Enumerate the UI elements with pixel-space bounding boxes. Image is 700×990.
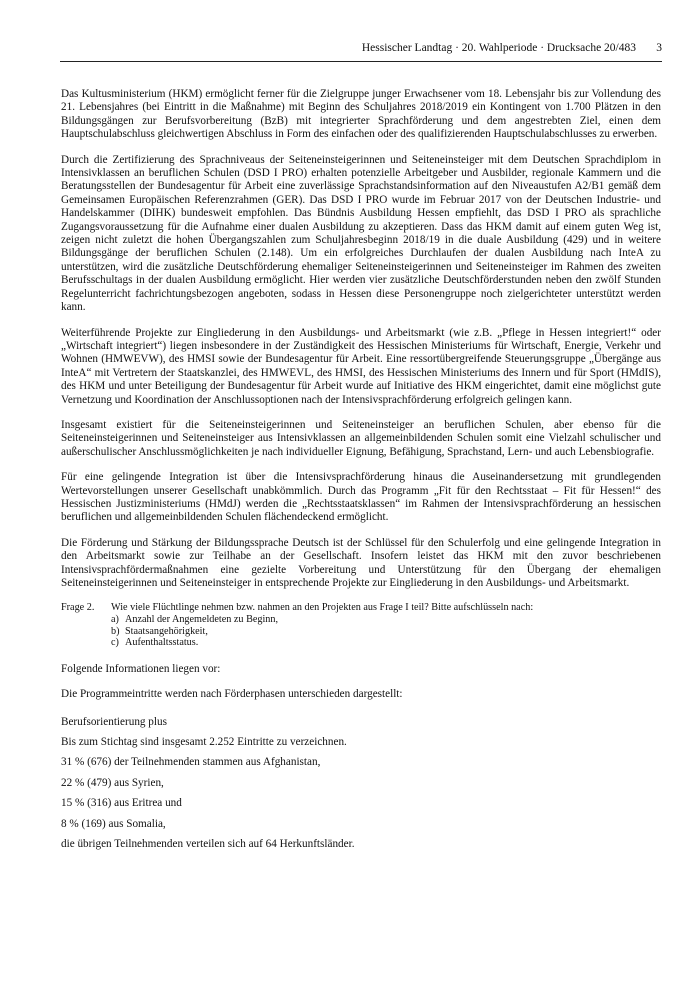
- answer-line: die übrigen Teilnehmenden verteilen sich auf 64 Herkunftsländer.: [61, 838, 355, 851]
- question-list: [111, 614, 661, 649]
- question-text: Wie viele Flüchtlinge nehmen bzw. nahmen an den Projekten aus Frage I teil? Bitte aufschlüsseln nach:: [111, 602, 534, 614]
- question-block: [61, 602, 661, 648]
- paragraph: Die Förderung und Stärkung der Bildungssprache Deutsch ist der Schlüssel für den Schulerfolg und eine gelingende Integration in den Arbeitsmarkt sowie zur Teilhabe an der Gesellschaft. Insofern leistet das HKM mit den zuvor beschriebenen Intensivsprachfördermaßnahmen eine gezielte Vorbereitung und Unterstützung für den Übergang der ehemaligen Seiteneinsteigerinnen und Seiteneinsteiger in entsprechende Projekte zur Eingliederung in den Ausbildungs- und Arbeitsmarkt.: [61, 536, 661, 589]
- list-item-text: Aufenthaltsstatus.: [125, 637, 199, 649]
- document-body: [61, 88, 661, 854]
- answer-intro: Folgende Informationen liegen vor:: [61, 662, 221, 675]
- list-item: [111, 626, 661, 638]
- paragraph: Insgesamt existiert für die Seiteneinsteigerinnen und Seiteneinsteiger an beruflichen Schulen, aber ebenso für die Seiteneinsteigerinnen und Seiteneinsteiger aus Intensivklassen an allgemeinbildenden Schulen somit eine Vielzahl schulischer und außerschulischer Anschlussmöglichkeiten je nach individueller Eignung, Befähigung, Sprachstand, Lern- und auch Lebensbiografie.: [61, 418, 661, 458]
- answer-note: Die Programmeintritte werden nach Förderphasen unterschieden dargestellt:: [61, 688, 403, 701]
- list-item-letter: c): [111, 637, 119, 649]
- paragraph: Weiterführende Projekte zur Eingliederung in den Ausbildungs- und Arbeitsmarkt (wie z.B. „Pflege in Hessen integriert!“ oder „Wirtschaft integriert“) liegen insbesondere in der Zuständigkeit des Hessischen Ministeriums für Wirtschaft, Energie, Verkehr und Wohnen (HMWEVW), des HMSI sowie der Bundesagentur für Arbeit. Eine ressortübergreifende Steuerungsgruppe „Übergänge aus InteA“ mit Vertretern der Staatskanzlei, des HMWEVL, des HMSI, des Hessischen Ministeriums des Innern und für Sport (HMdIS), des HKM und unter Beteiligung der Bundesagentur für Arbeit wurde auf Initiative des HKM eingerichtet, damit eine möglichst gute Vernetzung und Koordination der Anschlussoptionen nach der Intensivsprachförderung erfolgreich gelingen kann.: [61, 326, 661, 406]
- answer-data: [61, 712, 661, 855]
- question-label: Frage 2.: [61, 602, 95, 614]
- page-number: 3: [656, 42, 662, 54]
- answer-line: Berufsorientierung plus: [61, 715, 167, 728]
- answer-line: 15 % (316) aus Eritrea und: [61, 797, 182, 810]
- paragraph: Durch die Zertifizierung des Sprachniveaus der Seiteneinsteigerinnen und Seiteneinsteiger mit dem Deutschen Sprachdiplom in Intensivklassen an beruflichen Schulen (DSD I PRO) erhalten potenzielle Arbeitgeber und Ausbilder, regionale Kammern und die Beratungsstellen der Bundesagentur für Arbeit eine zuverlässige Sprachstandsinformation auf den Niveaustufen A2/B1 gemäß dem Gemeinsamen Europäischen Referenzrahmen (GER). Das DSD I PRO wurde im Februar 2017 von der Deutschen Industrie- und Handelskammer (DIHK) bundesweit empfohlen. Das Bündnis Ausbildung Hessen empfiehlt, das DSD I PRO als sprachliche Zugangsvoraussetzung für die Aufnahme einer dualen Ausbildung zu akzeptieren. Dass das HKM damit auf einem guten Weg ist, zeigen nicht zuletzt die hohen Übergangszahlen zum Schuljahresbeginn 2018/19 in die duale Ausbildung (429) und in weitere Bildungsgänge der beruflichen Schulen (2.148). Um ein erfolgreiches Durchlaufen der dualen Ausbildung nach InteA zu unterstützen, wird die zusätzliche Deutschförderung ehemaliger Seiteneinsteigerinnen und Seiteneinsteiger im Rahmen des zweiten Berufsschultags in der dualen Ausbildung ermöglicht. Hier werden vier zusätzliche Deutschförderstunden neben den zwölf Stunden Regelunterricht fachrichtungsbezogen angeboten, sodass in Hessen diese Personengruppe noch zielgerichteter unterstützt werden kann.: [61, 153, 661, 314]
- page-header: [60, 42, 662, 58]
- list-item: [111, 637, 661, 649]
- list-item: [111, 614, 661, 626]
- list-item-letter: a): [111, 614, 119, 625]
- header-divider: [60, 61, 662, 62]
- question-body: [111, 602, 661, 648]
- paragraph: Das Kultusministerium (HKM) ermöglicht ferner für die Zielgruppe junger Erwachsener vom 18. Lebensjahr bis zur Vollendung des 21. Lebensjahres (bei Eintritt in die Maßnahme) mit Beginn des Schuljahres 2018/2019 ein Kontingent von 1.700 Plätzen in den Bildungsgängen zur Berufsvorbereitung (BzB) mit integrierter Sprachförderung und dem angestrebten Ziel, einen dem Hauptschulabschluss gleichwertigen Abschluss in Form des einfachen oder des qualifizierenden Hauptschulabschlusses zu erwerben.: [61, 88, 661, 141]
- answer-line: 22 % (479) aus Syrien,: [61, 776, 164, 789]
- answer-line: 31 % (676) der Teilnehmenden stammen aus Afghanistan,: [61, 756, 321, 769]
- answer-line: Bis zum Stichtag sind insgesamt 2.252 Eintritte zu verzeichnen.: [61, 736, 347, 748]
- answer-line: 8 % (169) aus Somalia,: [61, 817, 166, 830]
- list-item-letter: b): [111, 625, 120, 637]
- list-item-text: Staatsangehörigkeit,: [125, 625, 208, 637]
- header-publication: Hessischer Landtag · 20. Wahlperiode · Drucksache 20/483: [361, 42, 636, 54]
- paragraph: Für eine gelingende Integration ist über die Intensivsprachförderung hinaus die Auseinandersetzung mit grundlegenden Wertevorstellungen unserer Gesellschaft unabkömmlich. Durch das Programm „Fit für den Rechtsstaat – Fit für Hessen!“ des Hessischen Justizministeriums (HMdJ) werden die „Rechtsstaatsklassen“ im Rahmen der Intensivsprachförderung an hessischen beruflichen und allgemeinbildenden Schulen flächendeckend ermöglicht.: [61, 471, 661, 524]
- list-item-text: Anzahl der Angemeldeten zu Beginn,: [125, 614, 279, 625]
